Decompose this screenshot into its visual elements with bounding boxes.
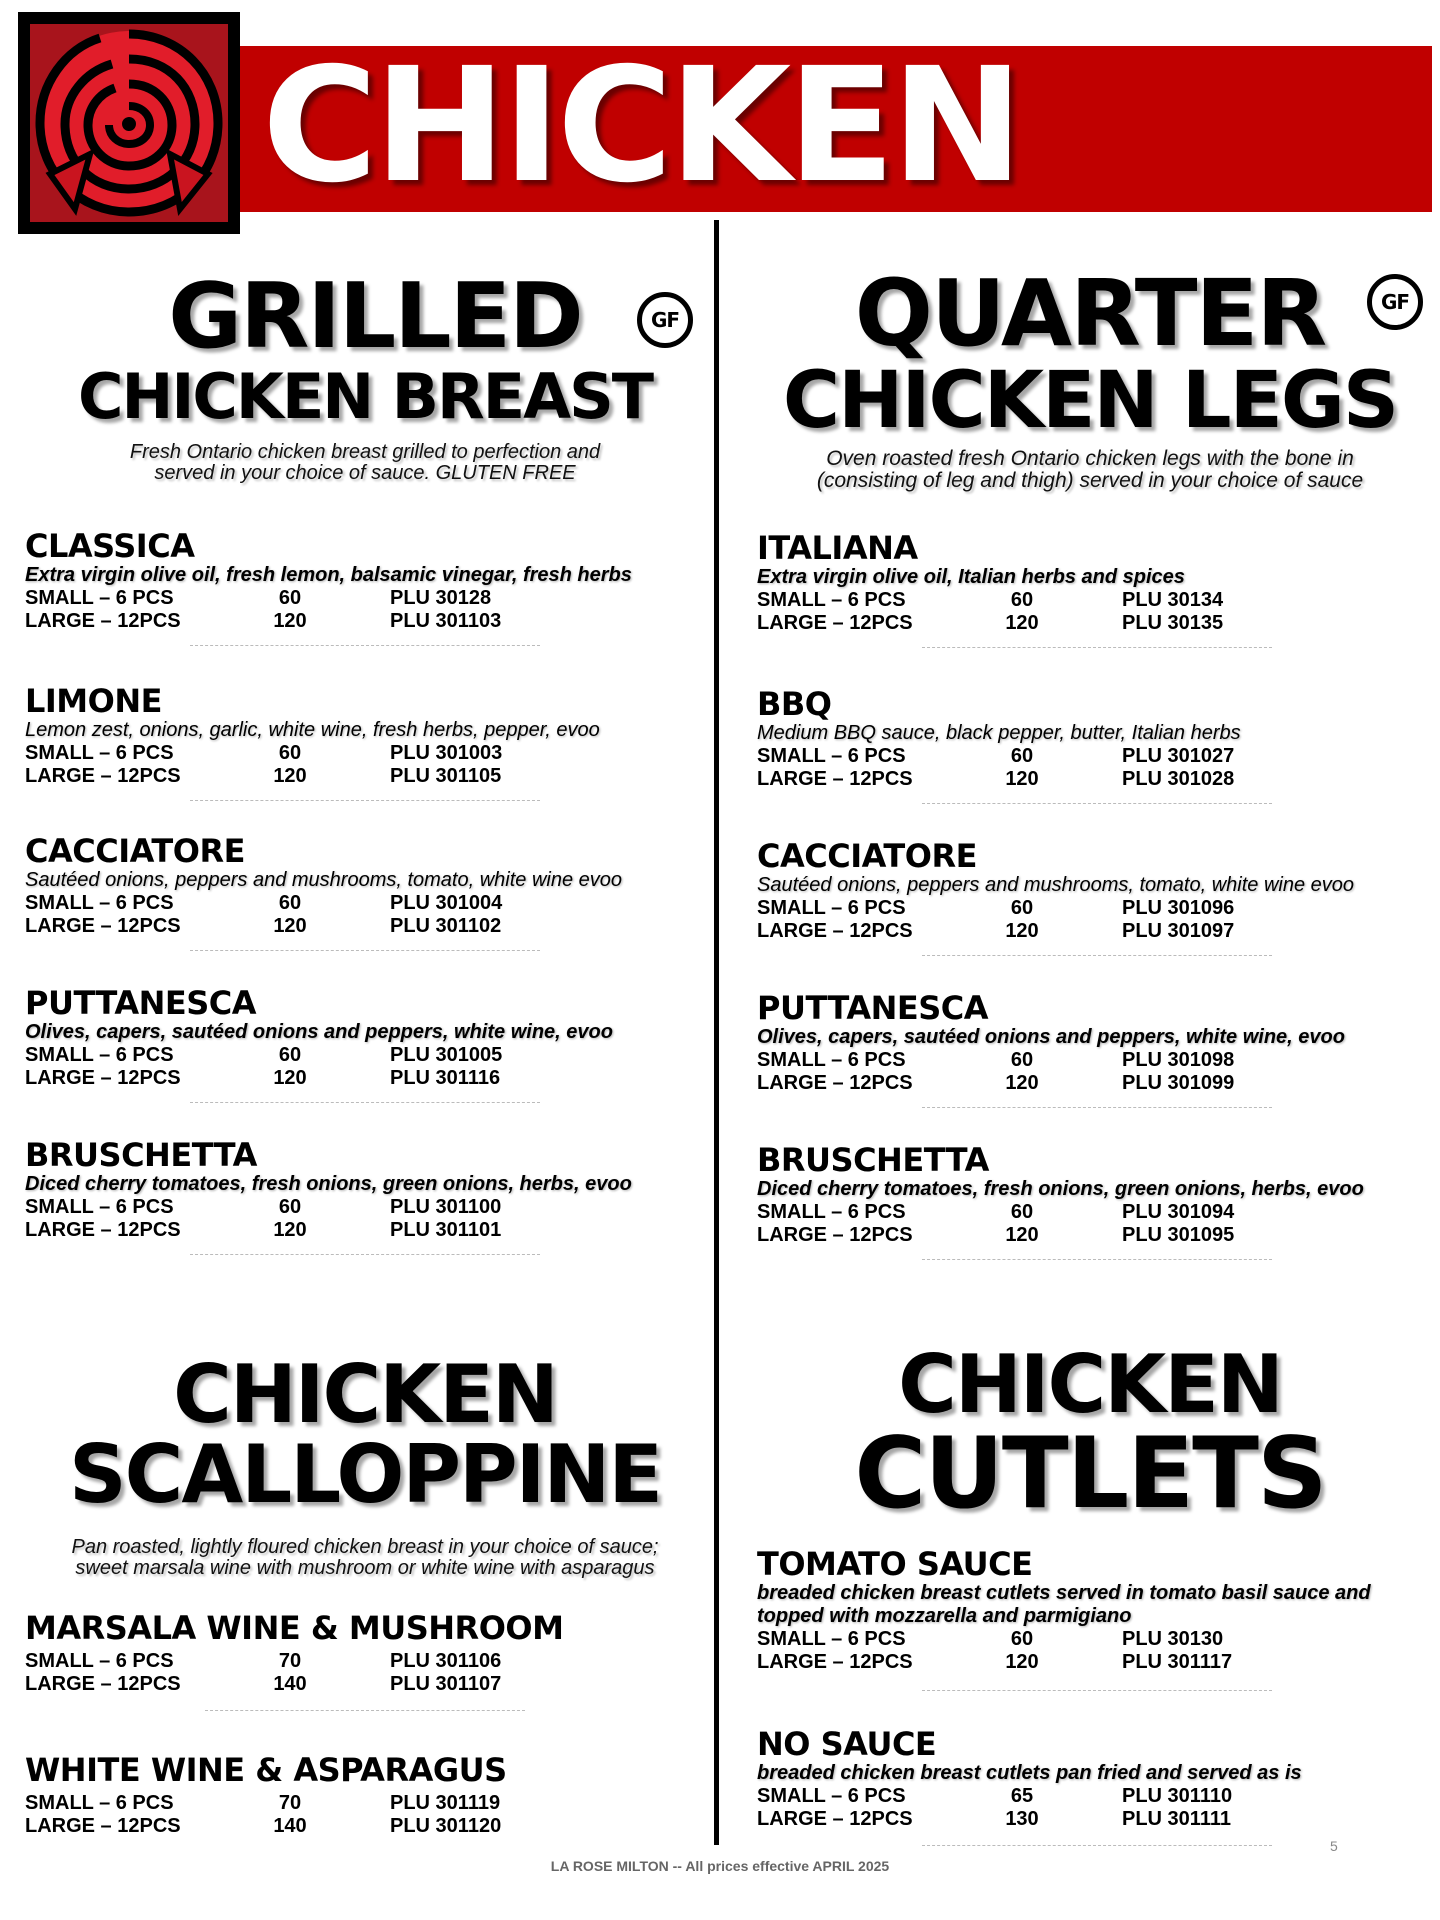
menu-item: CACCIATORE Sautéed onions, peppers and mushrooms, tomato, white wine evoo SMALL – 6 PCS 60 PLU 301096 LARGE – 12PCS 120 PLU 301097 xyxy=(757,838,1427,990)
menu-item: BRUSCHETTA Diced cherry tomatoes, fresh onions, green onions, herbs, evoo SMALL – 6 PCS 60 PLU 301094 LARGE – 12PCS 120 PLU 301095 xyxy=(757,1142,1427,1292)
section-title: GRILLED xyxy=(168,264,582,369)
section-subtitle: CHICKEN BREAST xyxy=(77,360,653,433)
dashed-separator xyxy=(205,1710,525,1711)
dashed-separator xyxy=(922,803,1272,804)
menu-item: BBQ Medium BBQ sauce, black pepper, butter, Italian herbs SMALL – 6 PCS 60 PLU 301027 LARGE – 12PCS 120 PLU 301028 xyxy=(757,686,1427,838)
quarter-items-list xyxy=(757,530,1427,1292)
dashed-separator xyxy=(190,800,540,801)
section-description: Pan roasted, lightly floured chicken breast in your choice of sauce; sweet marsala wine with mushroom or white wine with asparagus xyxy=(71,1536,659,1579)
page-title: CHICKEN xyxy=(262,34,1020,218)
column-divider xyxy=(714,220,719,1845)
section-chicken-scalloppine xyxy=(25,1348,705,1579)
section-quarter-chicken-legs xyxy=(755,260,1425,492)
menu-item: MARSALA WINE & MUSHROOM SMALL – 6 PCS 70 PLU 301106 LARGE – 12PCS 140 PLU 301107 xyxy=(25,1610,705,1752)
menu-item: CLASSICA Extra virgin olive oil, fresh lemon, balsamic vinegar, fresh herbs SMALL – 6 PCS 60 PLU 30128 LARGE – 12PCS 120 PLU 301103 xyxy=(25,528,705,683)
section-subtitle: CHICKEN LEGS xyxy=(782,356,1398,446)
menu-item: LIMONE Lemon zest, onions, garlic, white wine, fresh herbs, pepper, evoo SMALL – 6 PCS 60 PLU 301003 LARGE – 12PCS 120 PLU 301105 xyxy=(25,683,705,833)
menu-item: ITALIANA Extra virgin olive oil, Italian herbs and spices SMALL – 6 PCS 60 PLU 30134 LARGE – 12PCS 120 PLU 30135 xyxy=(757,530,1427,686)
page-number: 5 xyxy=(1330,1838,1338,1854)
section-description: Oven roasted fresh Ontario chicken legs with the bone in (consisting of leg and thigh) served in your choice of sauce xyxy=(816,447,1364,492)
dashed-separator xyxy=(190,1102,540,1103)
scalloppine-items-list xyxy=(25,1610,705,1838)
dashed-separator xyxy=(190,950,540,951)
dashed-separator xyxy=(922,1107,1272,1108)
dashed-separator xyxy=(190,1254,540,1255)
menu-item: NO SAUCE breaded chicken breast cutlets pan fried and served as is SMALL – 6 PCS 65 PLU 301110 LARGE – 12PCS 130 PLU 301111 xyxy=(757,1726,1427,1846)
cutlets-items-list xyxy=(757,1546,1427,1846)
section-grilled-chicken-breast xyxy=(25,264,705,484)
menu-item: PUTTANESCA Olives, capers, sautéed onions and peppers, white wine, evoo SMALL – 6 PCS 60 PLU 301098 LARGE – 12PCS 120 PLU 301099 xyxy=(757,990,1427,1142)
section-subtitle: SCALLOPPINE xyxy=(69,1428,661,1521)
menu-item: TOMATO SAUCE breaded chicken breast cutlets served in tomato basil sauce and topped with mozzarella and parmigiano SMALL – 6 PCS 60 PLU 30130 LARGE – 12PCS 120 PLU 301117 xyxy=(757,1546,1427,1726)
gluten-free-badge: GF xyxy=(637,292,693,348)
menu-item: PUTTANESCA Olives, capers, sautéed onions and peppers, white wine, evoo SMALL – 6 PCS 60 PLU 301005 LARGE – 12PCS 120 PLU 301116 xyxy=(25,985,705,1137)
section-title: CHICKEN xyxy=(173,1348,557,1441)
section-title: QUARTER xyxy=(854,260,1326,367)
dashed-separator xyxy=(922,1690,1272,1691)
menu-item: BRUSCHETTA Diced cherry tomatoes, fresh onions, green onions, herbs, evoo SMALL – 6 PCS 60 PLU 301100 LARGE – 12PCS 120 PLU 301101 xyxy=(25,1137,705,1287)
rose-icon xyxy=(18,12,240,234)
section-title: CHICKEN xyxy=(898,1338,1282,1431)
dashed-separator xyxy=(922,647,1272,648)
gluten-free-badge: GF xyxy=(1367,274,1423,330)
dashed-separator xyxy=(922,1259,1272,1260)
dashed-separator xyxy=(922,1845,1272,1846)
section-description: Fresh Ontario chicken breast grilled to perfection and served in your choice of sauce. GLUTEN FREE xyxy=(129,441,601,484)
dashed-separator xyxy=(190,645,540,646)
menu-item: WHITE WINE & ASPARAGUS SMALL – 6 PCS 70 PLU 301119 LARGE – 12PCS 140 PLU 301120 xyxy=(25,1751,507,1837)
dashed-separator xyxy=(922,955,1272,956)
footer-note: LA ROSE MILTON -- All prices effective APRIL 2025 xyxy=(550,1858,890,1874)
section-chicken-cutlets xyxy=(755,1338,1425,1531)
menu-item: CACCIATORE Sautéed onions, peppers and mushrooms, tomato, white wine evoo SMALL – 6 PCS 60 PLU 301004 LARGE – 12PCS 120 PLU 301102 xyxy=(25,833,705,985)
grilled-items-list xyxy=(25,528,705,1287)
section-subtitle: CUTLETS xyxy=(854,1417,1326,1531)
